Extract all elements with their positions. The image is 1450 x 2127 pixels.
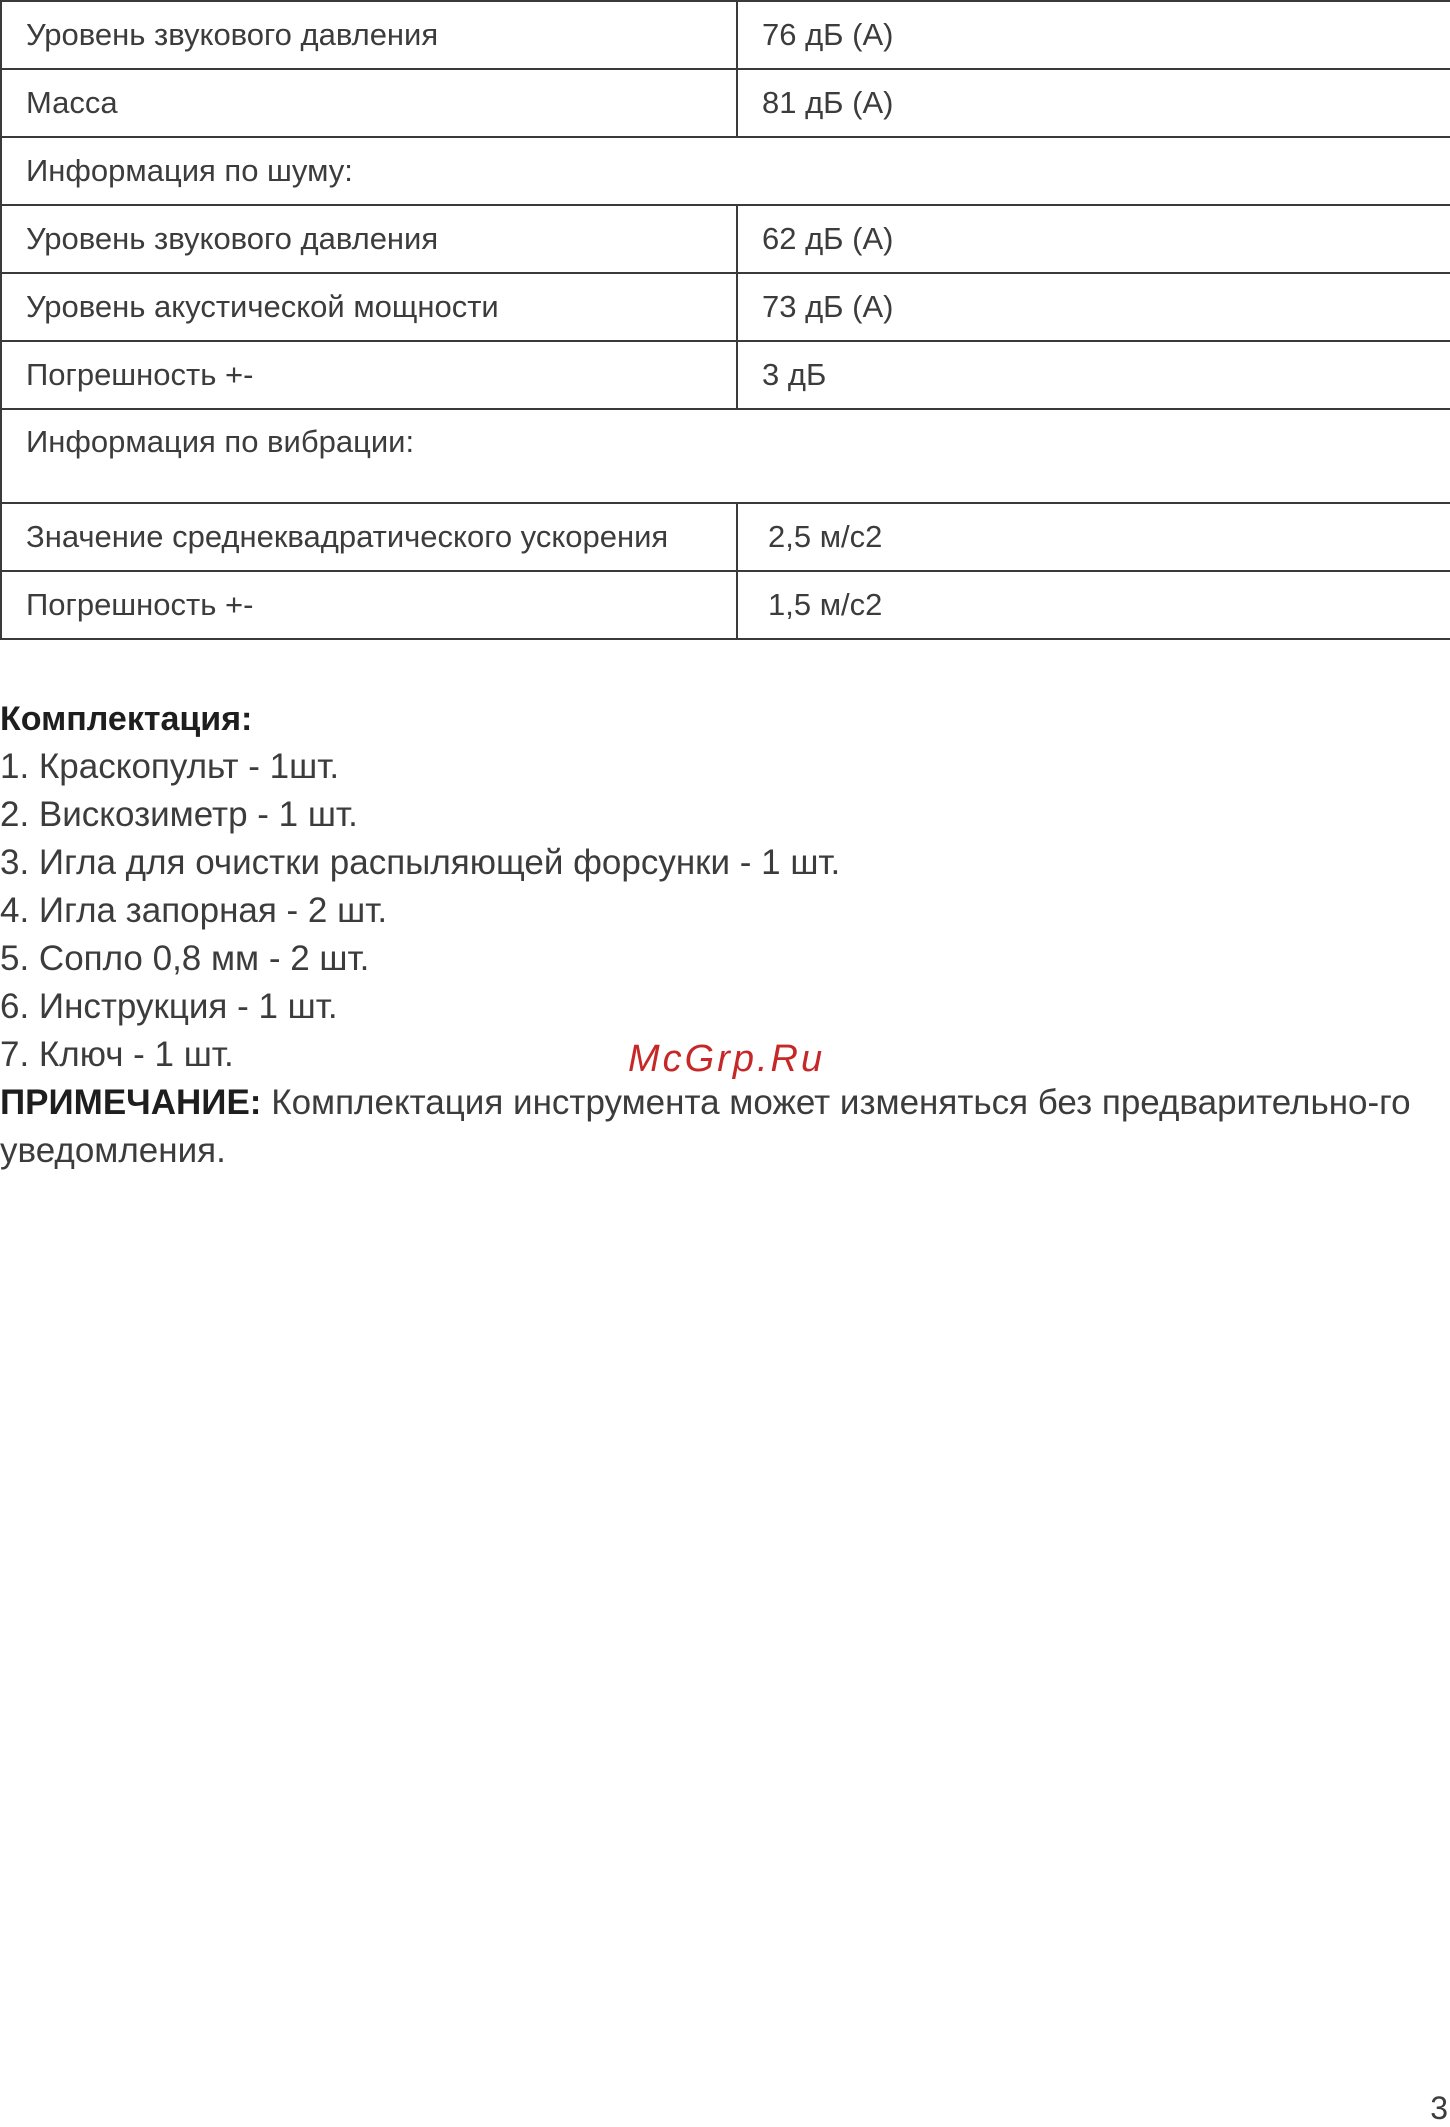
table-row <box>1 205 1450 273</box>
note-paragraph <box>0 1079 1450 1175</box>
row-value: 3 дБ <box>737 341 1450 409</box>
list-item: 3. Игла для очистки распыляющей форсунки - 1 шт. <box>0 843 841 882</box>
table-row <box>1 273 1450 341</box>
row-value: 76 дБ (А) <box>737 1 1450 69</box>
section-row <box>1 137 1450 205</box>
table-row <box>1 341 1450 409</box>
list-item: 1. Краскопульт - 1шт. <box>0 747 340 786</box>
row-label: Значение среднеквадратического ускорения <box>1 503 737 571</box>
row-value: 1,5 м/с2 <box>737 571 1450 639</box>
list-item: 6. Инструкция - 1 шт. <box>0 987 338 1026</box>
section-heading-vibration: Информация по вибрации: <box>1 409 1450 503</box>
specs-table <box>0 0 1450 640</box>
list-item: 7. Ключ - 1 шт. <box>0 1035 234 1074</box>
row-value: 73 дБ (А) <box>737 273 1450 341</box>
row-label: Масса <box>1 69 737 137</box>
page-number: 3 <box>1430 2090 1448 2126</box>
note-text: Комплектация инструмента может изменяться без предварительно-го уведомления. <box>0 1083 1411 1170</box>
section-row <box>1 409 1450 503</box>
list-item: 4. Игла запорная - 2 шт. <box>0 891 388 930</box>
row-label: Уровень акустической мощности <box>1 273 737 341</box>
table-row <box>1 69 1450 137</box>
row-label: Уровень звукового давления <box>1 1 737 69</box>
note-label: ПРИМЕЧАНИЕ: <box>0 1083 262 1122</box>
row-label: Погрешность +- <box>1 341 737 409</box>
row-label: Уровень звукового давления <box>1 205 737 273</box>
table-row <box>1 1 1450 69</box>
table-row <box>1 503 1450 571</box>
kit-list <box>0 743 1450 1079</box>
list-item: 5. Сопло 0,8 мм - 2 шт. <box>0 939 370 978</box>
kit-title: Комплектация: <box>0 700 253 738</box>
table-row <box>1 571 1450 639</box>
section-heading-noise: Информация по шуму: <box>1 137 1450 205</box>
row-value: 62 дБ (А) <box>737 205 1450 273</box>
kit-section <box>0 695 1450 1175</box>
list-item: 2. Вискозиметр - 1 шт. <box>0 795 358 834</box>
row-value: 81 дБ (А) <box>737 69 1450 137</box>
row-value: 2,5 м/с2 <box>737 503 1450 571</box>
watermark: McGrp.Ru <box>628 1038 826 1080</box>
row-label: Погрешность +- <box>1 571 737 639</box>
